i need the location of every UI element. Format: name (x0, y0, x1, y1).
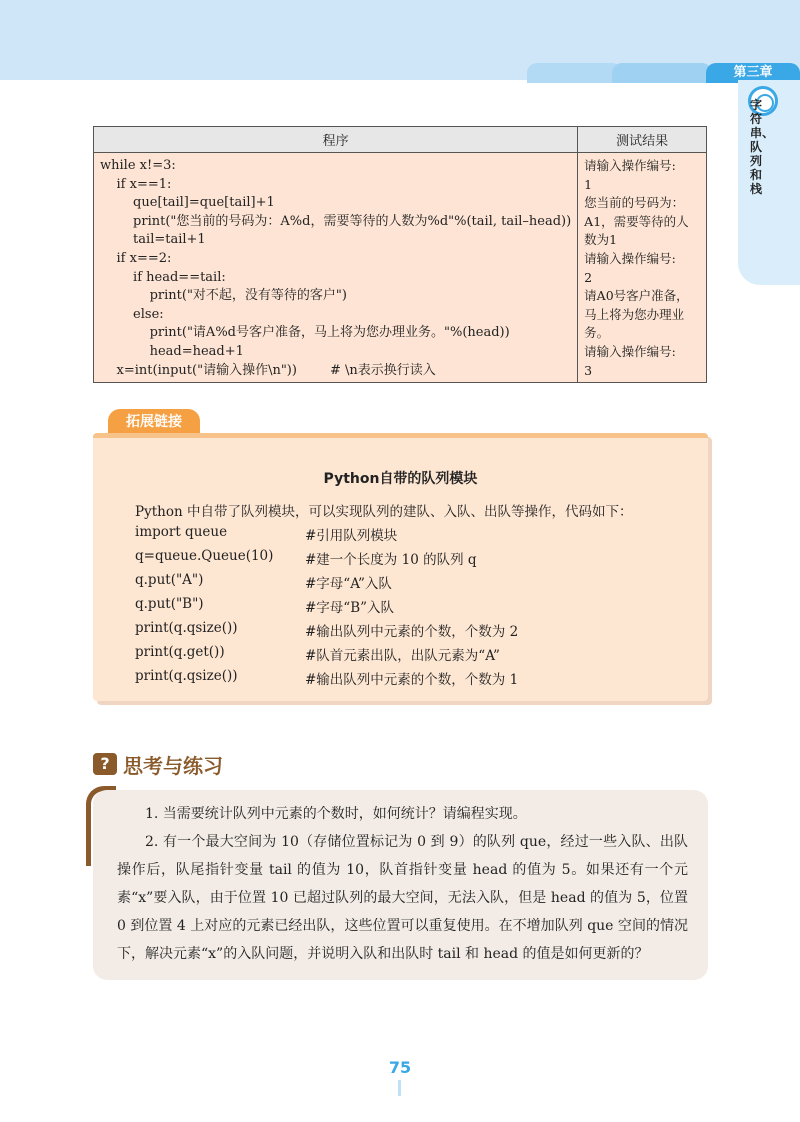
extension-code: q=queue.Queue(10) (135, 548, 274, 564)
code-line: x=int(input("请输入操作\n")) # \n表示换行读入 (100, 362, 436, 378)
extension-code: print(q.qsize()) (135, 620, 238, 636)
code-line: print("对不起，没有等待的客户") (100, 288, 347, 304)
practice-question-2: 2. 有一个最大空间为 10（存储位置标记为 0 到 9）的队列 que，经过一些入队、出队操作后，队尾指针变量 tail 的值为 10，队首指针变量 head 的值为 5。如果还有一个元素“x”要入队，由于位置 10 已超过队列的最大空间，无法入队，但是 head 的值为 5，位置 0 到位置 4 上对应的元素已经出队，这些位置可以重复使用。在不增加队列 que 空间的情况下，解决元素“x”的入队问题，并说明入队和出队时 tail 和 head 的值是如何更新的？ (117, 834, 688, 962)
extension-code: print(q.get()) (135, 644, 225, 660)
extension-comment: #输出队列中元素的个数，个数为 2 (305, 624, 519, 640)
code-line: print("您当前的号码为：A%d，需要等待的人数为%d"%(tail, tail–head)) (100, 213, 572, 229)
code-line: head=head+1 (100, 343, 244, 359)
extension-code: import queue (135, 524, 228, 540)
result-line: 1 (584, 176, 593, 192)
result-line: 请输入操作编号: (584, 250, 676, 266)
extension-code: q.put("B") (135, 596, 204, 612)
extension-box (93, 433, 708, 701)
result-cell (578, 153, 707, 383)
result-line: 您当前的号码为：A1，需要等待的人数为1 (584, 195, 689, 248)
side-title: 字符串、队列和栈 (750, 98, 775, 196)
extension-code: q.put("A") (135, 572, 204, 588)
code-line: que[tail]=que[tail]+1 (100, 195, 275, 211)
extension-row (135, 644, 695, 664)
extension-row (135, 668, 695, 688)
extension-comment: #队首元素出队，出队元素为“A” (305, 648, 500, 664)
chapter-tab-decor-2 (612, 63, 712, 83)
result-line: 请输入操作编号: (584, 343, 676, 359)
code-line: if x==2: (100, 250, 172, 266)
practice-question-1: 1. 当需要统计队列中元素的个数时，如何统计？请编程实现。 (145, 806, 527, 822)
result-line: 2 (584, 269, 593, 285)
result-line: 请输入操作编号: (584, 158, 676, 173)
code-line: if head==tail: (100, 269, 226, 285)
extension-comment: #字母“B”入队 (305, 600, 395, 616)
code-line: print("请A%d号客户准备，马上将为您办理业务。"%(head)) (100, 325, 510, 341)
code-line: else: (100, 306, 164, 322)
extension-intro: Python 中自带了队列模块，可以实现队列的建队、入队、出队等操作，代码如下： (135, 504, 633, 520)
page-number-tick (398, 1080, 401, 1096)
code-line: tail=tail+1 (100, 232, 206, 248)
table-header-result: 测试结果 (578, 127, 707, 153)
extension-row (135, 620, 695, 640)
extension-comment: #建一个长度为 10 的队列 q (305, 552, 477, 568)
extension-row (135, 548, 695, 568)
extension-label: 拓展链接 (108, 409, 200, 435)
code-line: if x==1: (100, 176, 172, 192)
practice-title: 思考与练习 (123, 753, 223, 778)
extension-title: Python自带的队列模块 (323, 471, 478, 487)
result-line: 3 (584, 362, 593, 378)
table-header-program: 程序 (94, 127, 578, 153)
extension-comment: #字母“A”入队 (305, 576, 392, 592)
practice-box (93, 790, 708, 980)
extension-code: print(q.qsize()) (135, 668, 238, 684)
extension-row (135, 572, 695, 592)
code-line: while x!=3: (100, 158, 176, 173)
chapter-tab-decor-1 (527, 63, 622, 83)
page-number: 75 (388, 1058, 412, 1077)
chapter-tab: 第三章 (706, 63, 800, 83)
extension-row (135, 524, 695, 544)
code-cell (94, 153, 578, 383)
extension-comment: #输出队列中元素的个数，个数为 1 (305, 672, 519, 688)
program-table (93, 126, 707, 383)
result-line: 请A0号客户准备，马上将为您办理业务。 (584, 288, 689, 341)
practice-heading (93, 750, 223, 778)
extension-comment: #引用队列模块 (305, 528, 398, 544)
extension-row (135, 596, 695, 616)
question-icon: ? (93, 753, 117, 775)
